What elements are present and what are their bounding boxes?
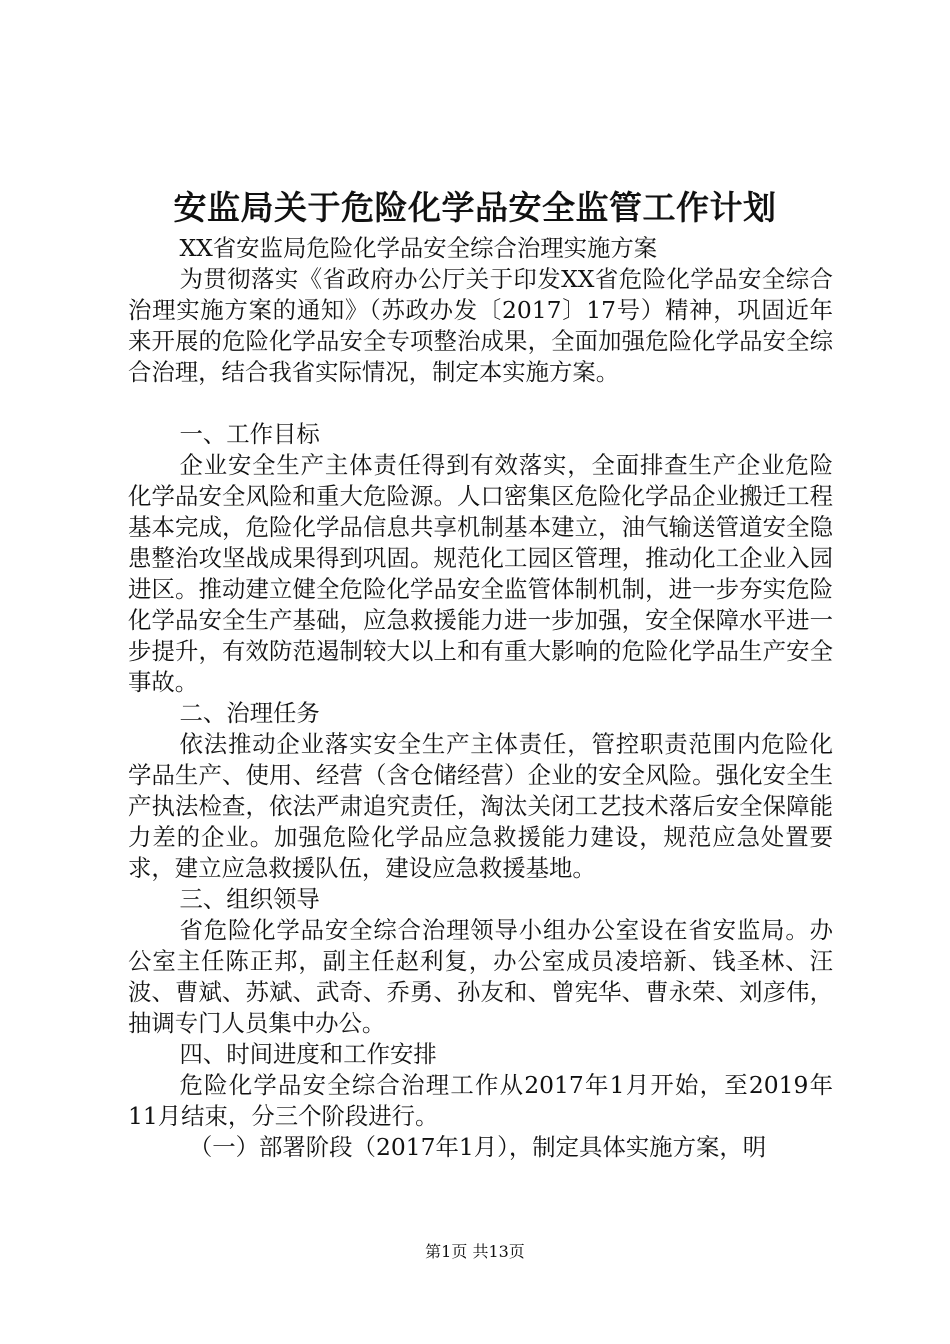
schedule-paragraph: 危险化学品安全综合治理工作从2017年1月开始，至2019年11月结束，分三个阶段进行。 <box>128 1071 833 1130</box>
leadership-paragraph: 省危险化学品安全综合治理领导小组办公室设在省安监局。办公室主任陈正邦，副主任赵利复，办公室成员凌培新、钱圣林、汪波、曹斌、苏斌、武奇、乔勇、孙友和、曾宪华、曹永荣、刘彦伟，抽调专门人员集中办公。 <box>128 916 833 1037</box>
subtitle-paragraph: XX省安监局危险化学品安全综合治理实施方案 <box>179 234 658 262</box>
document-body <box>128 233 833 1163</box>
section-heading-leadership: 三、组织领导 <box>179 885 320 913</box>
page-number-footer: 第1页 共13页 <box>425 1242 525 1261</box>
phase-one-paragraph: （一）部署阶段（2017年1月），制定具体实施方案，明 <box>188 1133 767 1161</box>
section-heading-tasks: 二、治理任务 <box>179 699 320 727</box>
section-heading-schedule: 四、时间进度和工作安排 <box>179 1040 437 1068</box>
intro-paragraph: 为贯彻落实《省政府办公厅关于印发XX省危险化学品安全综合治理实施方案的通知》（苏政办发〔2017〕17号）精神，巩固近年来开展的危险化学品安全专项整治成果，全面加强危险化学品安全综合治理，结合我省实际情况，制定本实施方案。 <box>128 265 833 386</box>
goals-paragraph: 企业安全生产主体责任得到有效落实，全面排查生产企业危险化学品安全风险和重大危险源。人口密集区危险化学品企业搬迁工程基本完成，危险化学品信息共享机制基本建立，油气输送管道安全隐患整治攻坚战成果得到巩固。规范化工园区管理，推动化工企业入园进区。推动建立健全危险化学品安全监管体制机制，进一步夯实危险化学品安全生产基础，应急救援能力进一步加强，安全保障水平进一步提升，有效防范遏制较大以上和有重大影响的危险化学品生产安全事故。 <box>128 451 833 696</box>
document-title: 安监局关于危险化学品安全监管工作计划 <box>173 188 777 227</box>
tasks-paragraph: 依法推动企业落实安全生产主体责任，管控职责范围内危险化学品生产、使用、经营（含仓储经营）企业的安全风险。强化安全生产执法检查，依法严肃追究责任，淘汰关闭工艺技术落后安全保障能力差的企业。加强危险化学品应急救援能力建设，规范应急处置要求，建立应急救援队伍，建设应急救援基地。 <box>128 730 833 882</box>
paragraph-gap <box>128 388 833 419</box>
section-heading-goals: 一、工作目标 <box>179 420 320 448</box>
